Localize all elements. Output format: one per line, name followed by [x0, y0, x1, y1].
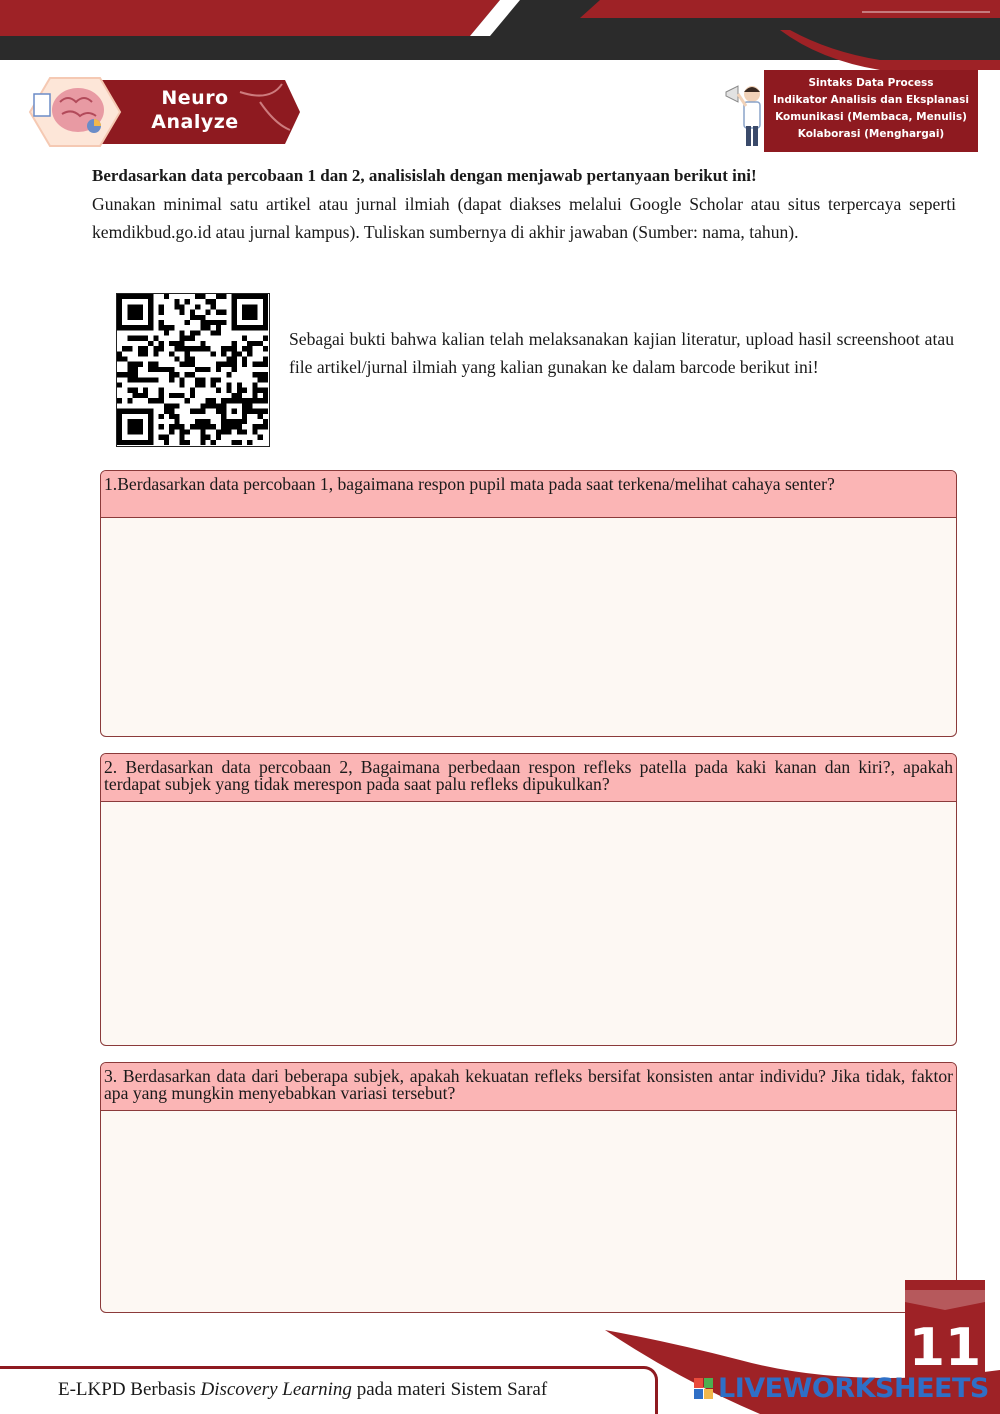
question-1-text: 1.Berdasarkan data percobaan 1, bagaimana respon pupil mata pada saat terkena/melihat cahaya senter?	[101, 471, 956, 518]
question-box-3	[100, 1062, 957, 1313]
syntax-line-3: Komunikasi (Membaca, Menulis)	[775, 111, 967, 123]
question-3-text: 3. Berdasarkan data dari beberapa subjek, apakah kekuatan refleks bersifat konsisten antar individu? Jika tidak, faktor apa yang mungkin menyebabkan variasi tersebut?	[101, 1063, 956, 1111]
question-box-2	[100, 753, 957, 1046]
question-2-text: 2. Berdasarkan data percobaan 2, Bagaimana perbedaan respon refleks patella pada kaki kanan dan kiri?, apakah terdapat subjek yang tidak merespon pada saat palu refleks dipukulkan?	[101, 754, 956, 802]
brand-title	[140, 86, 250, 134]
qr-instruction: Sebagai bukti bahwa kalian telah melaksanakan kajian literatur, upload hasil screenshoot atau file artikel/jurnal ilmiah yang kalian gunakan ke dalam barcode berikut ini!	[289, 329, 954, 377]
page-number: 11	[908, 1318, 982, 1378]
liveworksheets-watermark: LIVEWORKSHEETS	[718, 1373, 989, 1404]
footer-caption	[58, 1379, 547, 1401]
qr-code[interactable]	[116, 293, 270, 447]
footer-prefix: E-LKPD Berbasis	[58, 1379, 201, 1400]
instruction-body: Gunakan minimal satu artikel atau jurnal ilmiah (dapat diakses melalui Google Scholar atau situs terpercaya seperti kemdikbud.go.id atau jurnal kampus). Tuliskan sumbernya di akhir jawaban (Sumber: nama, tahun).	[92, 194, 956, 242]
answer-input-2[interactable]	[101, 802, 957, 1046]
syntax-line-1: Sintaks Data Process	[808, 77, 934, 89]
liveworksheets-logo-icon	[694, 1378, 714, 1400]
footer-italic: Discovery Learning	[200, 1379, 352, 1400]
footer-suffix: pada materi Sistem Saraf	[351, 1379, 548, 1400]
brand-line-1: Neuro	[161, 87, 229, 109]
instruction-heading: Berdasarkan data percobaan 1 dan 2, analisislah dengan menjawab pertanyaan berikut ini!	[92, 166, 757, 185]
syntax-line-4: Kolaborasi (Menghargai)	[797, 128, 945, 140]
syntax-indicator-box	[764, 70, 978, 152]
qr-code-image	[117, 294, 268, 445]
syntax-line-2: Indikator Analisis dan Eksplanasi	[772, 94, 970, 106]
brand-line-2: Analyze	[151, 111, 239, 133]
question-box-1	[100, 470, 957, 737]
answer-input-1[interactable]	[101, 518, 957, 737]
